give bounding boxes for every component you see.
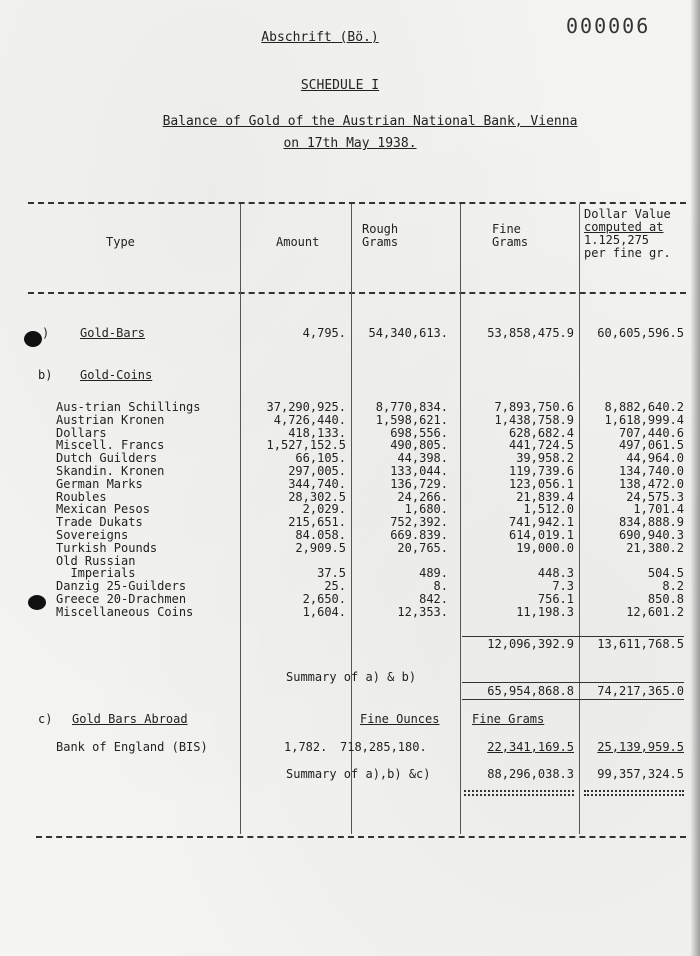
col-header-dollar-2: computed at [584,220,664,234]
coin-type: Skandin. Kronen [56,464,165,478]
coin-rough: 489. [419,566,448,580]
coin-amount: 37,290,925. [266,400,346,414]
coin-type: Miscell. Francs [56,438,165,452]
section-c-rough: 718,285,180. [340,740,427,754]
coin-amount: 215,651. [288,515,346,529]
section-c-row-label: Bank of England (BIS) [56,740,208,754]
coins-total-dollar: 13,611,768.5 [597,637,684,651]
coin-rough: 752,392. [390,515,448,529]
document-title: Balance of Gold of the Austrian National Bank, Vienna [162,114,578,129]
col-header-dollar-1: Dollar Value [584,207,671,221]
coin-fine: 7,893,750.6 [494,400,574,414]
coin-rough: 12,353. [397,605,448,619]
coin-fine: 756.1 [537,592,574,606]
coin-rough: 1,680. [404,502,448,516]
col-header-rough-2: Grams [362,235,399,249]
coin-fine: 7.3 [552,579,574,593]
coin-dollar: 497,061.5 [618,438,684,452]
coins-total-fine: 12,096,392.9 [487,637,574,651]
col-header-dollar-4: per fine gr. [584,246,671,260]
coin-amount: 2,650. [302,592,346,606]
coin-fine: 39,958.2 [516,451,574,465]
coin-dollar: 12,601.2 [626,605,684,619]
section-c-sub-rough: Fine Ounces [360,712,440,726]
section-c-sub-fine: Fine Grams [472,712,545,726]
coin-rough: 20,765. [397,541,448,555]
final-double-rule-dollar [584,790,684,792]
table-bottom-rule [36,836,686,838]
section-a-label: Gold-Bars [80,326,146,340]
coin-dollar: 134,740.0 [618,464,684,478]
coin-fine: 741,942.1 [508,515,574,529]
col-header-rough-1: Rough [362,222,399,236]
coin-dollar: 24,575.3 [626,490,684,504]
coin-type: Miscellaneous Coins [56,605,194,619]
coin-rough: 133,044. [390,464,448,478]
col-header-amount: Amount [276,235,320,249]
coin-rough: 1,598,621. [375,413,448,427]
section-a-marker: ) [42,326,50,340]
section-c-dollar: 25,139,959.5 [597,740,684,754]
coin-type: Old Russian [56,554,136,568]
col-header-fine-1: Fine [492,222,521,236]
summary-ab-fine: 65,954,868.8 [487,684,574,698]
section-a-amount: 4,795. [302,326,346,340]
coin-rough: 136,729. [390,477,448,491]
coin-dollar: 850.8 [647,592,684,606]
coin-rough: 698,556. [390,426,448,440]
coin-amount: 4,726,440. [273,413,346,427]
summary-abc-fine: 88,296,038.3 [487,767,574,781]
table-header-rule [28,292,686,294]
coin-dollar: 8.2 [662,579,684,593]
summary-abc-label: Summary of a),b) &c) [286,767,431,781]
summary-abc-dollar: 99,357,324.5 [597,767,684,781]
coin-dollar: 8,882,640.2 [604,400,684,414]
ink-blot [24,331,42,347]
coin-type: Dollars [56,426,107,440]
coin-fine: 11,198.3 [516,605,574,619]
coin-amount: 297,005. [288,464,346,478]
section-b-label: Gold-Coins [80,368,153,382]
scan-edge-shadow [690,0,700,956]
coin-rough: 842. [419,592,448,606]
coin-fine: 119,739.6 [508,464,574,478]
summary-ab-dollar: 74,217,365.0 [597,684,684,698]
coin-rough: 8,770,834. [375,400,448,414]
section-b-marker: b) [38,368,53,382]
section-c-label: Gold Bars Abroad [72,712,188,726]
coin-type: German Marks [56,477,143,491]
coin-fine: 1,512.0 [523,502,574,516]
section-c-marker: c) [38,712,53,726]
final-double-rule-fine [464,790,574,792]
coin-type: Dutch Guilders [56,451,158,465]
coin-amount: 37.5 [317,566,346,580]
document-date: on 17th May 1938. [283,136,417,151]
col-header-fine-2: Grams [492,235,529,249]
coin-dollar: 1,618,999.4 [604,413,684,427]
coin-dollar: 44,964.0 [626,451,684,465]
final-double-rule-fine-2 [464,794,574,796]
final-double-rule-dollar-2 [584,794,684,796]
coin-dollar: 138,472.0 [618,477,684,491]
coin-amount: 344,740. [288,477,346,491]
coin-dollar: 21,380.2 [626,541,684,555]
coin-fine: 448.3 [537,566,574,580]
serial-number: 000006 [566,14,651,38]
section-c-amount: 1,782. [284,740,328,754]
coin-fine: 21,839.4 [516,490,574,504]
coin-dollar: 707,440.6 [618,426,684,440]
coin-type: Aus-trian Schillings [56,400,201,414]
coin-amount: 25. [324,579,346,593]
coin-rough: 24,266. [397,490,448,504]
summary-ab-underline [462,699,684,700]
coin-type: Austrian Kronen [56,413,165,427]
schedule-heading: SCHEDULE I [300,78,380,93]
coin-type: Trade Dukats [56,515,143,529]
ink-blot [28,595,46,610]
coin-amount: 66,105. [295,451,346,465]
coin-rough: 8. [433,579,448,593]
col-header-type: Type [106,235,135,249]
summary-ab-rule [462,682,684,683]
section-a-rough: 54,340,613. [368,326,448,340]
coin-amount: 2,909.5 [295,541,346,555]
coin-type: Roubles [56,490,107,504]
coin-dollar: 834,888.9 [618,515,684,529]
coin-type: Imperials [56,566,136,580]
coin-amount: 2,029. [302,502,346,516]
coin-amount: 1,527,152.5 [266,438,346,452]
coin-dollar: 1,701.4 [633,502,684,516]
coin-type: Mexican Pesos [56,502,150,516]
coin-amount: 418,133. [288,426,346,440]
coin-amount: 1,604. [302,605,346,619]
summary-ab-label: Summary of a) & b) [286,670,417,684]
coin-fine: 628,682.4 [508,426,574,440]
coin-fine: 123,056.1 [508,477,574,491]
coin-fine: 1,438,758.9 [494,413,574,427]
coin-fine: 441,724.5 [508,438,574,452]
coin-fine: 19,000.0 [516,541,574,555]
coin-dollar: 504.5 [647,566,684,580]
col-header-dollar-3: 1.125,275 [584,233,650,247]
coin-type: Danzig 25-Guilders [56,579,187,593]
column-divider-3 [460,204,461,834]
copy-mark: Abschrift (Bö.) [261,30,379,45]
coin-rough: 44,398. [397,451,448,465]
coin-amount: 28,302.5 [288,490,346,504]
coin-fine: 614,019.1 [508,528,574,542]
section-a-fine: 53,858,475.9 [487,326,574,340]
coin-amount: 84.058. [295,528,346,542]
section-a-dollar: 60,605,596.5 [597,326,684,340]
coin-rough: 490,805. [390,438,448,452]
section-c-fine: 22,341,169.5 [487,740,574,754]
coin-dollar: 690,940.3 [618,528,684,542]
coin-type: Sovereigns [56,528,129,542]
table-top-rule [28,202,686,204]
coin-rough: 669.839. [390,528,448,542]
coin-type: Turkish Pounds [56,541,158,555]
coin-type: Greece 20-Drachmen [56,592,187,606]
